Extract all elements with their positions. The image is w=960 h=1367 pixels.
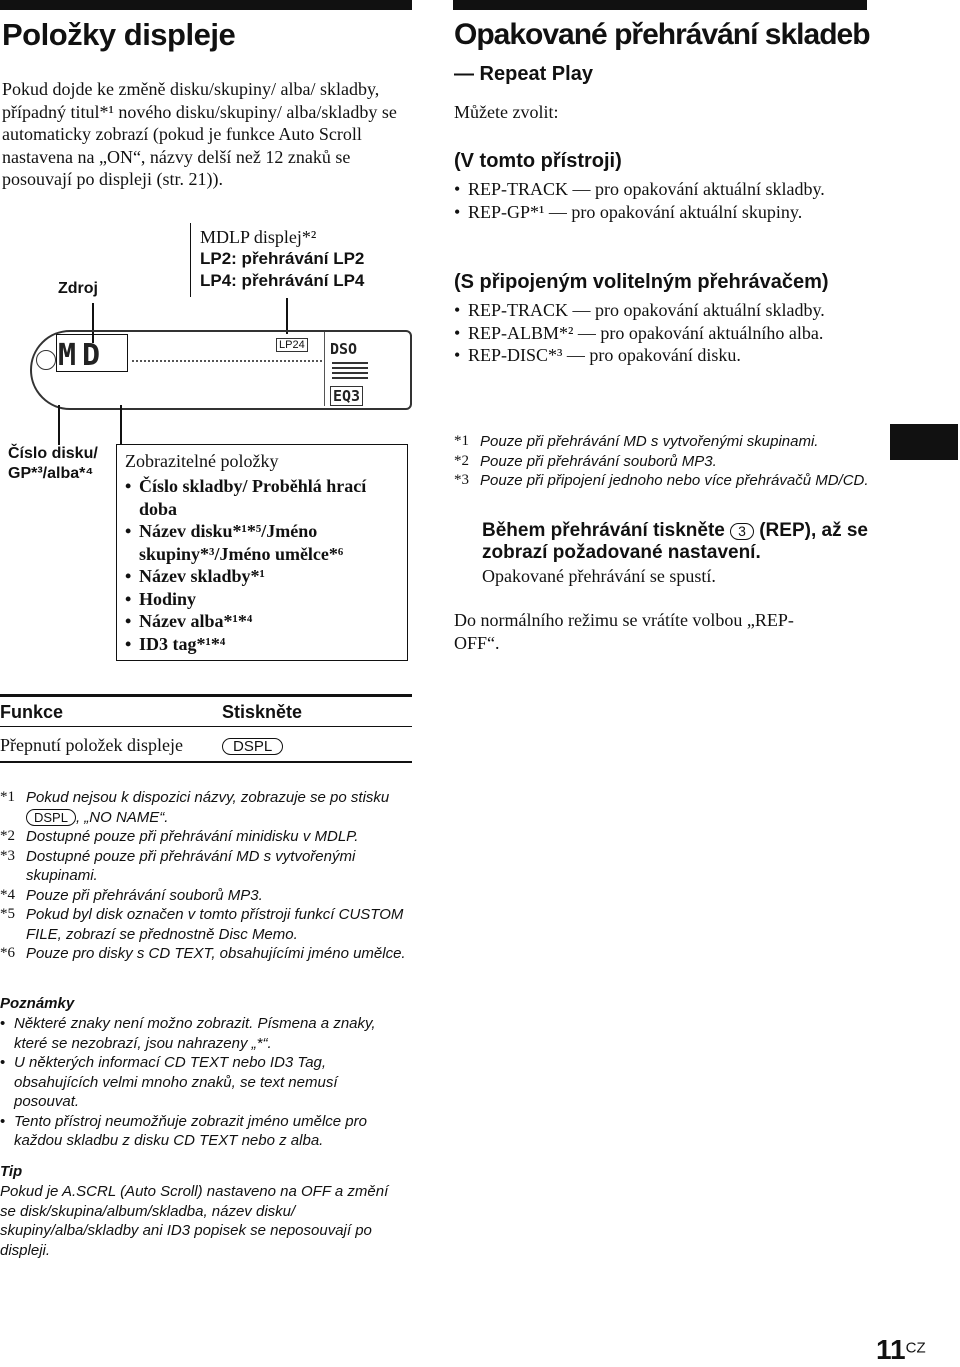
intro-paragraph: Pokud dojde ke změně disku/skupiny/ alba/ skladby, případný titul*¹ nového disku/skupiny/ alba/skladby se automaticky zobrazí (pokud je funkce Auto Scroll nastavena na „ON“, názvy delší než 12 znaků se posouvají po displeji (str. 21)). [2,79,397,189]
left-header-bar [0,0,412,10]
legend-box [116,444,408,661]
page-number-value: 11 [876,1334,906,1365]
notes-list [0,1014,405,1151]
notes-section [0,994,405,1151]
footnote [0,905,412,944]
left-footnotes [0,788,412,964]
page-number [876,1334,926,1366]
disc-number-label [8,444,98,484]
note-item: • Některé znaky není možno zobrazit. Písmena a znaky, které se nezobrazí, jsou nahrazeny „*“. [0,1014,405,1053]
footnote [454,471,874,491]
footnote-text-before: Pokud nejsou k dispozici názvy, zobrazuje se po stisku [26,789,390,806]
lcd-md-text: MD [58,338,107,373]
function-table-top-rule [0,694,412,697]
footnote [0,847,412,886]
mdlp-callout-box [190,223,410,297]
instruction-text-before: Během přehrávání tiskněte [482,520,725,541]
lp4-label: LP4: přehrávání LP4 [200,271,365,290]
table-cell-function: Přepnutí položek displeje [0,734,183,755]
footnote-text: Dostupné pouze při přehrávání minidisku v MDLP. [26,828,359,845]
dspl-key: DSPL [222,738,283,755]
section2-title: (S připojeným volitelným přehrávačem) [454,271,829,293]
footnote-mark: *5 [0,906,15,922]
page-number-suffix: CZ [905,1339,926,1357]
footnote [454,452,874,472]
section-thumb-tab [890,424,958,460]
footnote [0,827,412,847]
footnote-text-after: , „NO NAME“. [75,808,169,826]
footnote-text: Pouze při přehrávání MD s vytvořenými skupinami. [480,433,819,450]
legend-item: • Název skladby*¹ [125,565,401,588]
footnote-text: Pouze při přehrávání souborů MP3. [26,886,263,904]
instruction-text-after: (REP), až se zobrazí požadované nastavení. [482,520,868,563]
tip-text: Pokud je A.SCRL (Auto Scroll) nastaveno na OFF a změní se disk/skupina/album/skladba, název disku/ skupiny/alba/skladby ani ID3 popisek se neposouvají po displeji. [0,1183,389,1259]
table-header-press: Stiskněte [222,698,412,727]
repeat-option: • REP-GP*¹ — pro opakování aktuální skupiny. [454,201,854,224]
footnote-mark: *3 [0,847,15,864]
rep-key-3: 3 [730,523,754,540]
page-title: Položky displeje [2,17,236,52]
lcd-level-meter [332,362,368,382]
mdlp-callout-bracket [190,223,191,297]
footnote [454,432,874,452]
instruction-result: Opakované přehrávání se spustí. [482,566,716,586]
section-title: Opakované přehrávání skladeb [454,18,870,51]
legend-list [125,475,401,655]
tip-section [0,1162,405,1260]
footnote-text [26,788,389,827]
note-item: • Tento přístroj neumožňuje zobrazit jméno umělce pro každou skladbu z disku CD TEXT nebo z alba. [0,1112,405,1151]
lcd-display [30,330,412,410]
function-table [0,698,412,759]
footnote-mark: *6 [0,945,15,961]
notes-title: Poznámky [0,995,75,1012]
footnote-text: Dostupné pouze při přehrávání MD s vytvořenými skupinami. [26,847,356,884]
footnote-text: Pouze pro disky s CD TEXT, obsahujícími jméno umělce. [26,945,406,962]
repeat-option: • REP-ALBM*² — pro opakování aktuálního alba. [454,322,854,345]
disc-number-label-line2: GP*³/alba*⁴ [8,465,94,482]
lcd-dot-matrix [132,360,322,365]
right-footnotes [454,432,874,491]
legend-item: • Hodiny [125,588,401,611]
footnote-mark: *4 [0,886,15,903]
legend-item: • ID3 tag*¹*⁴ [125,633,401,656]
footnote [0,886,412,906]
right-header-bar [453,0,867,10]
footnote-mark: *1 [454,433,469,449]
lcd-md-box [56,334,128,372]
repeat-option: • REP-DISC*³ — pro opakování disku. [454,344,854,367]
function-table-bottom-rule [0,761,412,763]
lcd-eq-indicator: EQ3 [330,386,363,406]
lcd-disc-icon [36,350,56,370]
tip-title: Tip [0,1163,23,1180]
legend-item: • Číslo skladby/ Proběhlá hrací doba [125,475,401,520]
legend-title: Zobrazitelné položky [125,451,279,471]
footnote-mark: *1 [0,789,15,805]
section1-list [454,178,854,223]
lcd-right-panel-divider [324,332,325,406]
dspl-key-inline: DSPL [26,809,76,826]
section1-title: (V tomto přístroji) [454,150,622,172]
footnote [0,944,412,964]
table-cell-press [222,727,412,760]
footnote [0,788,412,827]
legend-pointer-line [120,405,122,445]
repeat-instruction [482,520,872,564]
repeat-option: • REP-TRACK — pro opakování aktuální skladby. [454,178,854,201]
mdlp-label: MDLP displej*² [200,227,317,247]
footnote-text: Pouze při přehrávání souborů MP3. [480,452,717,470]
choose-text: Můžete zvolit: [454,102,559,122]
footnote-mark: *2 [454,452,469,469]
section-subtitle: — Repeat Play [454,63,593,85]
section2-list [454,299,854,367]
lp2-label: LP2: přehrávání LP2 [200,249,365,268]
table-header-function: Funkce [0,698,222,727]
footnote-text: Pokud byl disk označen v tomto přístroji funkcí CUSTOM FILE, zobrazí se přednostně Disc Memo. [26,906,404,943]
footnote-mark: *3 [454,472,469,488]
note-item: • U některých informací CD TEXT nebo ID3 Tag, obsahujících velmi mnoho znaků, se text nemusí posouvat. [0,1053,405,1112]
footnote-mark: *2 [0,828,15,844]
lcd-lp-indicator: LP24 [276,338,308,352]
legend-item: • Název alba*¹*⁴ [125,610,401,633]
lcd-dso-indicator: DSO [330,340,358,358]
mdlp-pointer-line [286,298,288,334]
legend-item: • Název disku*¹*⁵/Jméno skupiny*³/Jméno umělce*⁶ [125,520,401,565]
repeat-option: • REP-TRACK — pro opakování aktuální skladby. [454,299,854,322]
source-label: Zdroj [58,280,98,297]
footnote-text: Pouze při připojení jednoho nebo více přehrávačů MD/CD. [480,472,869,489]
disc-number-label-line1: Číslo disku/ [8,445,98,462]
normal-mode-text: Do normálního režimu se vrátíte volbou „REP-OFF“. [454,610,794,653]
disc-pointer-line [58,405,60,445]
